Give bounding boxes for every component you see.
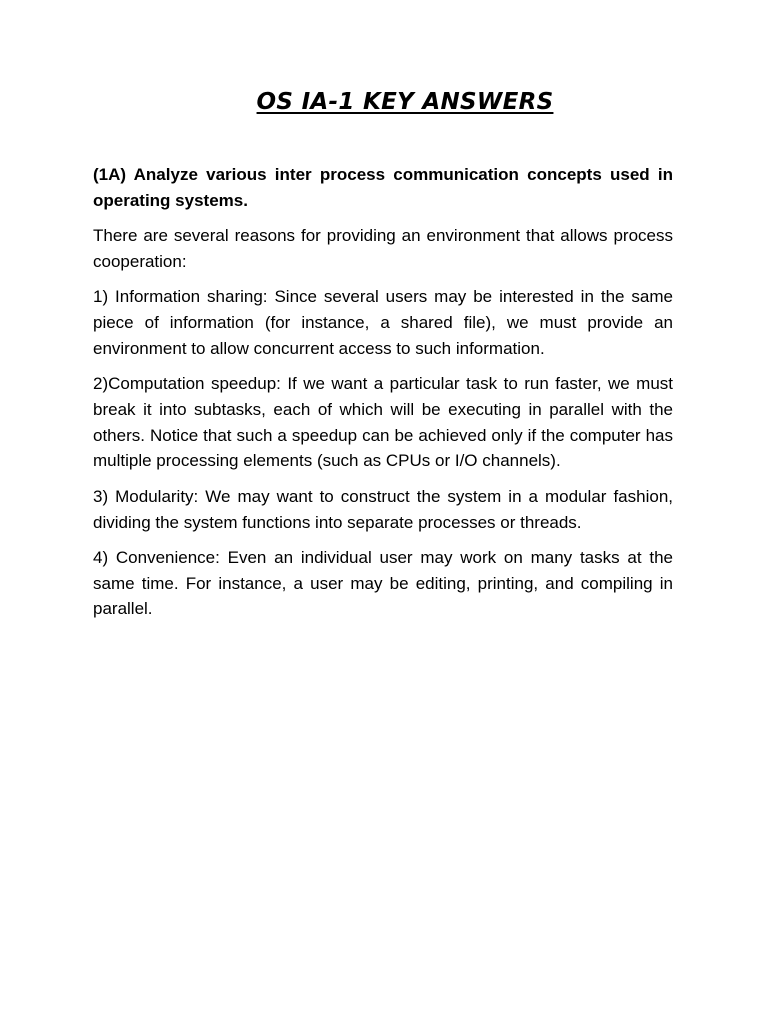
intro-paragraph: There are several reasons for providing an environment that allows process cooperation: [93,226,673,271]
document-title: OS IA-1 KEY ANSWERS [256,89,554,115]
information-sharing-paragraph: 1) Information sharing: Since several users may be interested in the same piece of information (for instance, a shared file), we must provide an environment to allow concurrent access to such information. [93,287,673,358]
question-heading: (1A) Analyze various inter process communication concepts used in operating systems. [93,165,673,210]
convenience-paragraph: 4) Convenience: Even an individual user may work on many tasks at the same time. For instance, a user may be editing, printing, and compiling in parallel. [93,547,673,619]
document-body [93,162,673,632]
computation-speedup-paragraph: 2)Computation speedup: If we want a particular task to run faster, we must break it into subtasks, each of which will be executing in parallel with the others. Notice that such a speedup can be achieved only if the computer has multiple processing elements (such as CPUs or I/O channels). [93,374,673,471]
modularity-paragraph: 3) Modularity: We may want to construct the system in a modular fashion, dividing the system functions into separate processes or threads. [93,486,673,532]
